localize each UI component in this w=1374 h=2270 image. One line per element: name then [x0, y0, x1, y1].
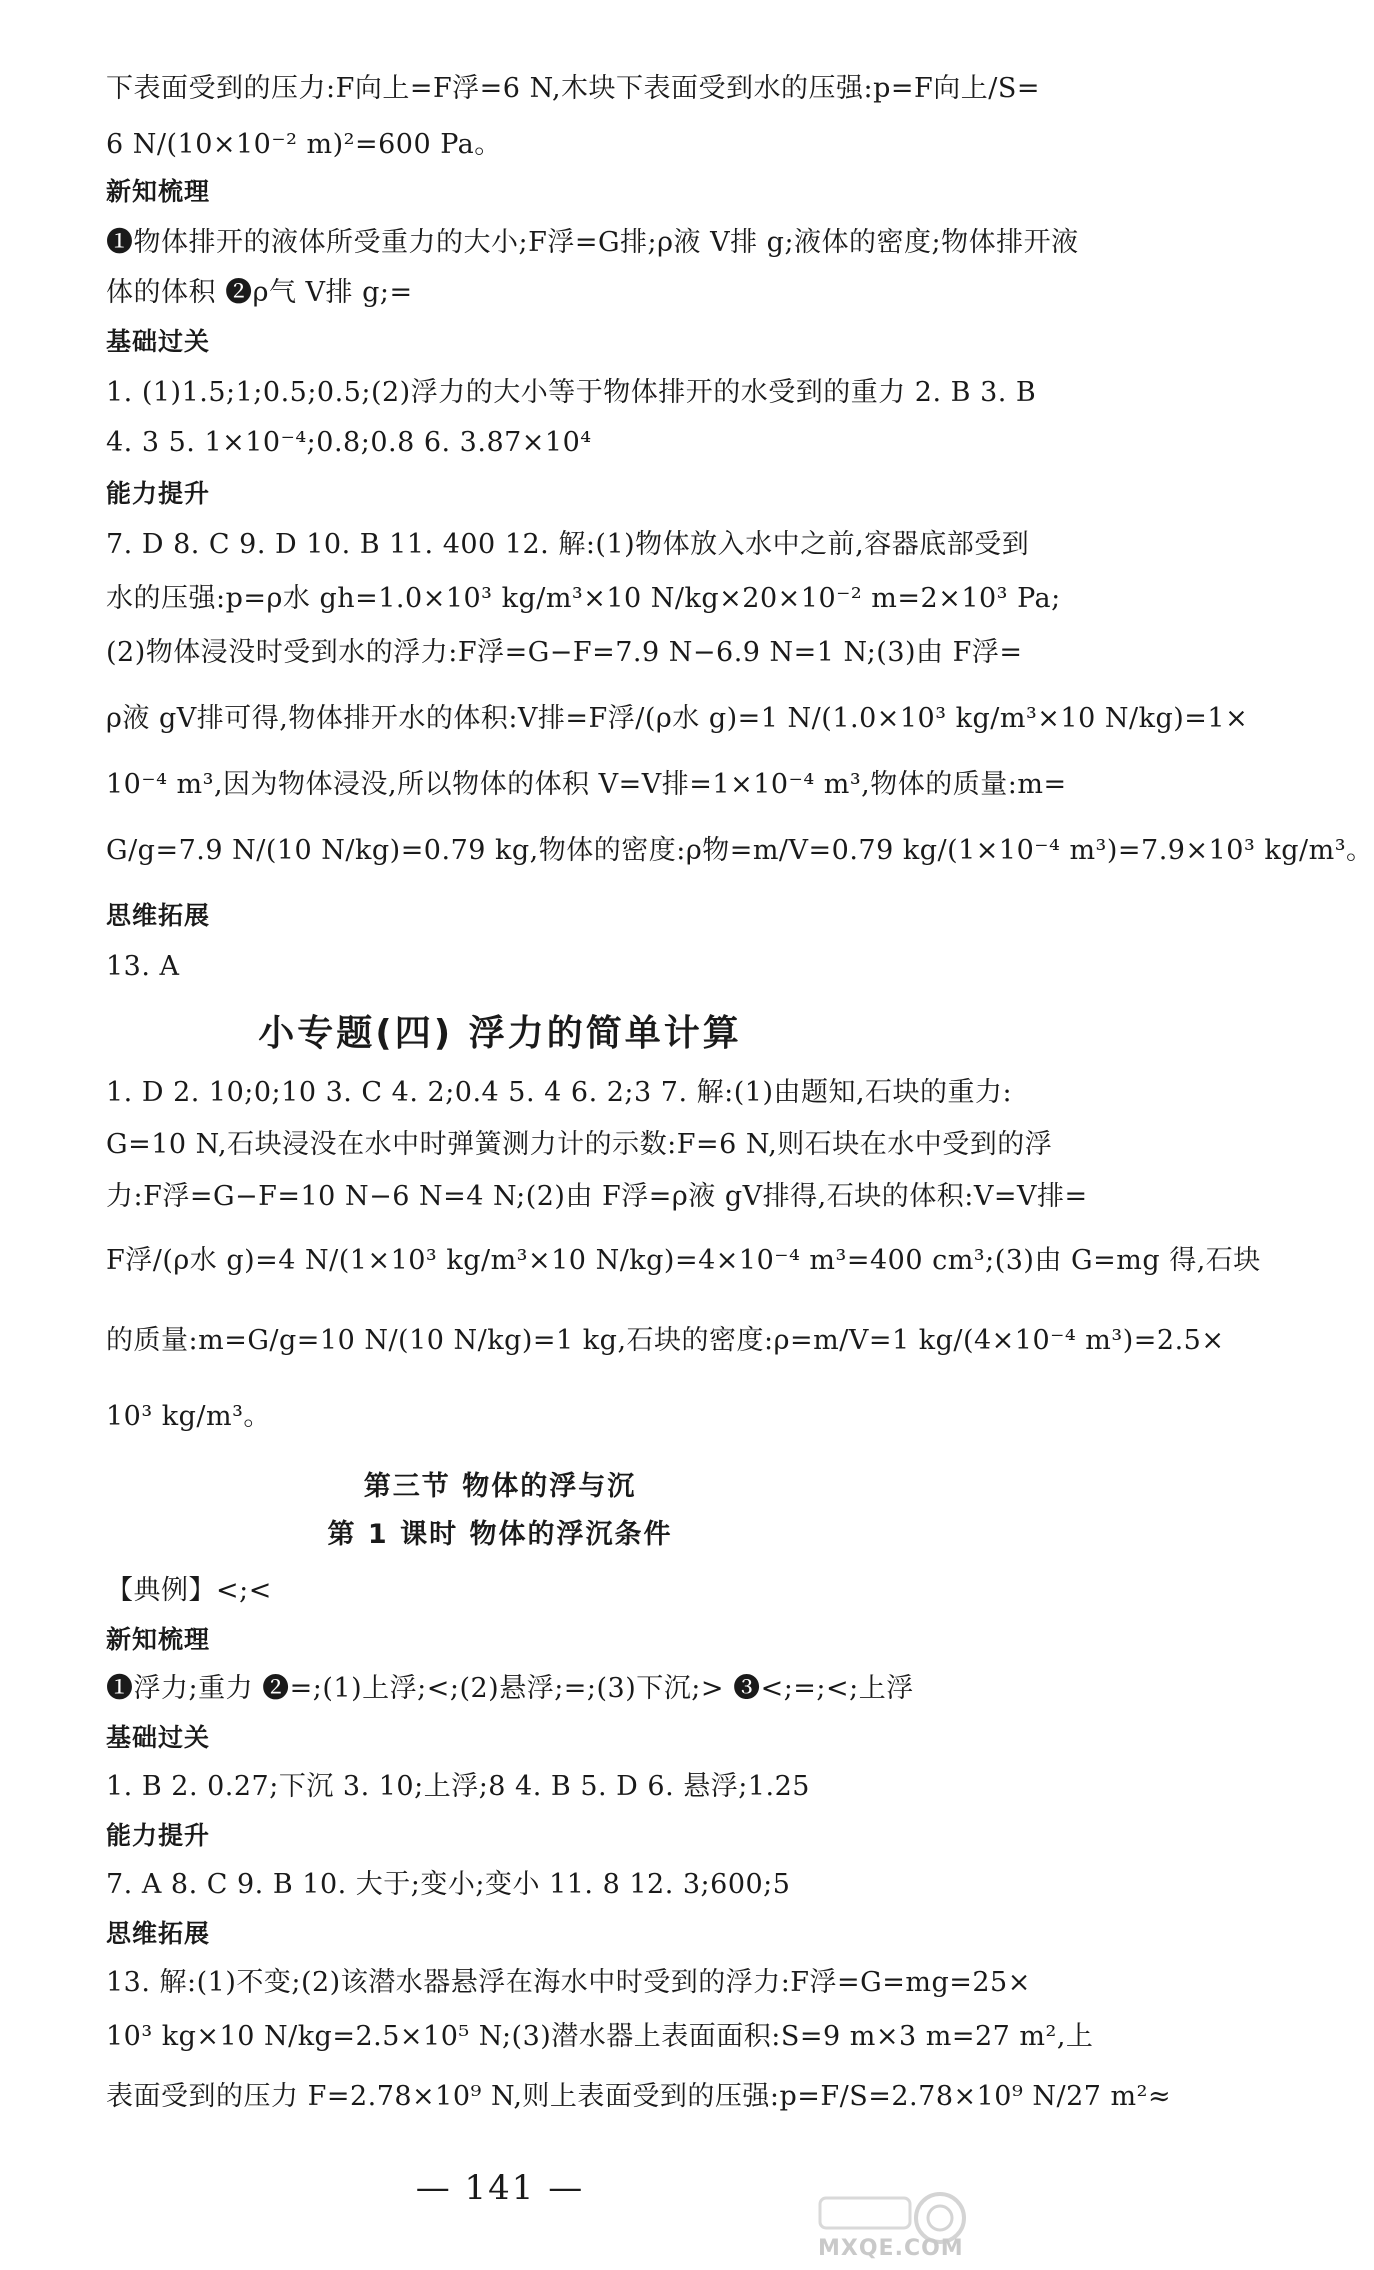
text-line: G/g=7.9 N/(10 N/kg)=0.79 kg,物体的密度:ρ物=m/V=0.79 kg/(1×10⁻⁴ m³)=7.9×10³ kg/m³。: [106, 835, 1374, 866]
text-line: 1. B 2. 0.27;下沉 3. 10;上浮;8 4. B 5. D 6. 悬浮;1.25: [106, 1771, 810, 1802]
text-line: 13. A: [106, 951, 180, 982]
text-line: 水的压强:p=ρ水 gh=1.0×10³ kg/m³×10 N/kg×20×10⁻² m=2×10³ Pa;: [106, 583, 1061, 614]
text-line: 10³ kg×10 N/kg=2.5×10⁵ N;(3)潜水器上表面面积:S=9 m×3 m=27 m²,上: [106, 2021, 1094, 2052]
section-heading-thinking: 思维拓展: [106, 901, 211, 930]
text-line: 体的体积 ❷ρ气 V排 g;=: [106, 277, 413, 308]
text-line: 7. D 8. C 9. D 10. B 11. 400 12. 解:(1)物体放入水中之前,容器底部受到: [106, 529, 1030, 560]
text-line: 10⁻⁴ m³,因为物体浸没,所以物体的体积 V=V排=1×10⁻⁴ m³,物体的质量:m=: [106, 769, 1067, 800]
section-heading-new-knowledge: 新知梳理: [106, 177, 211, 206]
text-line: ρ液 gV排可得,物体排开水的体积:V排=F浮/(ρ水 g)=1 N/(1.0×10³ kg/m³×10 N/kg)=1×: [106, 703, 1249, 734]
text-line: 1. D 2. 10;0;10 3. C 4. 2;0.4 5. 4 6. 2;3 7. 解:(1)由题知,石块的重力:: [106, 1077, 1013, 1108]
text-line: F浮/(ρ水 g)=4 N/(1×10³ kg/m³×10 N/kg)=4×10⁻⁴ m³=400 cm³;(3)由 G=mg 得,石块: [106, 1245, 1261, 1276]
text-line: 6 N/(10×10⁻² m)²=600 Pa。: [106, 129, 502, 160]
section-heading-basic: 基础过关: [106, 327, 211, 356]
text-line: 4. 3 5. 1×10⁻⁴;0.8;0.8 6. 3.87×10⁴: [106, 427, 592, 458]
text-line: ❶物体排开的液体所受重力的大小;F浮=G排;ρ液 V排 g;液体的密度;物体排开液: [106, 227, 1079, 258]
section-heading-new-knowledge: 新知梳理: [106, 1625, 211, 1654]
page-number: — 141 —: [415, 2168, 585, 2208]
section-heading-ability: 能力提升: [106, 479, 211, 508]
text-line: 力:F浮=G−F=10 N−6 N=4 N;(2)由 F浮=ρ液 gV排得,石块的体积:V=V排=: [106, 1181, 1088, 1212]
section-heading-ability: 能力提升: [106, 1821, 211, 1850]
text-line: (2)物体浸没时受到水的浮力:F浮=G−F=7.9 N−6.9 N=1 N;(3)由 F浮=: [106, 637, 1023, 668]
text-line: 【典例】<;<: [106, 1575, 272, 1606]
text-line: 的质量:m=G/g=10 N/(10 N/kg)=1 kg,石块的密度:ρ=m/V=1 kg/(4×10⁻⁴ m³)=2.5×: [106, 1325, 1225, 1356]
text-line: 13. 解:(1)不变;(2)该潜水器悬浮在海水中时受到的浮力:F浮=G=mg=25×: [106, 1967, 1031, 1998]
section-heading-thinking: 思维拓展: [106, 1919, 211, 1948]
text-line: 表面受到的压力 F=2.78×10⁹ N,则上表面受到的压强:p=F/S=2.78×10⁹ N/27 m²≈: [106, 2081, 1172, 2112]
section-title: 第三节 物体的浮与沉: [363, 1471, 637, 1502]
text-line: 1. (1)1.5;1;0.5;0.5;(2)浮力的大小等于物体排开的水受到的重力 2. B 3. B: [106, 377, 1037, 408]
text-line: G=10 N,石块浸没在水中时弹簧测力计的示数:F=6 N,则石块在水中受到的浮: [106, 1129, 1053, 1160]
text-line: 下表面受到的压力:F向上=F浮=6 N,木块下表面受到水的压强:p=F向上/S=: [106, 73, 1041, 104]
section-heading-basic: 基础过关: [106, 1723, 211, 1752]
text-line: ❶浮力;重力 ❷=;(1)上浮;<;(2)悬浮;=;(3)下沉;> ❸<;=;<;上浮: [106, 1673, 914, 1704]
special-topic-title: 小专题(四) 浮力的简单计算: [258, 1013, 742, 1054]
text-line: 7. A 8. C 9. B 10. 大于;变小;变小 11. 8 12. 3;600;5: [106, 1869, 791, 1900]
lesson-title: 第 1 课时 物体的浮沉条件: [327, 1519, 673, 1550]
text-line: 10³ kg/m³。: [106, 1401, 271, 1432]
watermark-text: MXQE.COM: [818, 2236, 964, 2261]
